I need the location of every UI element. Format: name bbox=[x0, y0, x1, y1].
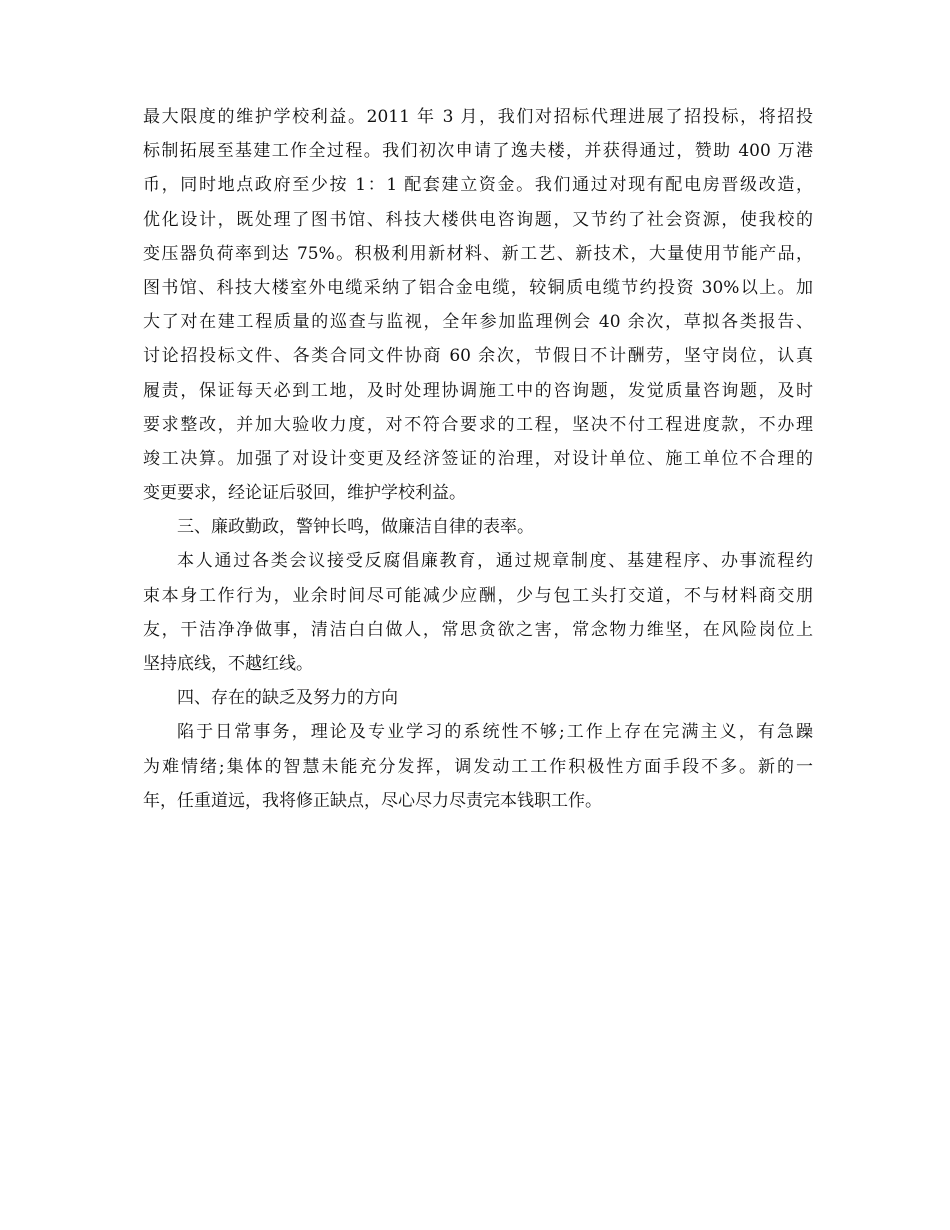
text-line-11: 竣工决算。加强了对设计变更及经济签证的治理，对设计单位、施工单位不合理的 bbox=[143, 448, 813, 469]
text-line-17: 坚持底线，不越红线。 bbox=[143, 654, 313, 674]
text-line-8: 讨论招投标文件、各类合同文件协商 60 余次，节假日不计酬劳，坚守岗位，认真 bbox=[143, 346, 813, 367]
section-heading-three: 三、廉政勤政，警钟长鸣，做廉洁自律的表率。 bbox=[177, 517, 534, 538]
text-line-7: 大了对在建工程质量的巡查与监视，全年参加监理例会 40 余次，草拟各类报告、 bbox=[143, 312, 813, 333]
text-line-12: 变更要求，经论证后驳回，维护学校利益。 bbox=[143, 483, 466, 504]
section-heading-four: 四、存在的缺乏及努力的方向 bbox=[177, 688, 398, 709]
text-line-21: 年，任重道远，我将修正缺点，尽心尽力尽责完本钱职工作。 bbox=[143, 790, 602, 811]
text-line-5: 变压器负荷率到达 75%。积极利用新材料、新工艺、新技术，大量使用节能产品， bbox=[143, 243, 813, 264]
text-line-2: 标制拓展至基建工作全过程。我们初次申请了逸夫楼，并获得通过，赞助 400 万港 bbox=[143, 141, 813, 162]
text-line-9: 履责，保证每天必到工地，及时处理协调施工中的咨询题，发觉质量咨询题，及时 bbox=[143, 380, 813, 401]
text-line-14: 本人通过各类会议接受反腐倡廉教育，通过规章制度、基建程序、办事流程约 bbox=[177, 551, 813, 572]
text-line-10: 要求整改，并加大验收力度，对不符合要求的工程，坚决不付工程进度款，不办理 bbox=[143, 414, 813, 435]
text-line-15: 束本身工作行为，业余时间尽可能减少应酬，少与包工头打交道，不与材料商交朋 bbox=[143, 585, 813, 606]
text-line-20: 为难情绪;集体的智慧未能充分发挥，调发动工工作积极性方面手段不多。新的一 bbox=[143, 756, 813, 777]
text-line-4: 优化设计，既处理了图书馆、科技大楼供电咨询题，又节约了社会资源，使我校的 bbox=[143, 209, 813, 230]
text-line-3: 币，同时地点政府至少按 1：1 配套建立资金。我们通过对现有配电房晋级改造， bbox=[143, 175, 813, 196]
text-line-19: 陷于日常事务，理论及专业学习的系统性不够;工作上存在完满主义，有急躁 bbox=[177, 722, 813, 743]
document-body bbox=[143, 100, 813, 818]
text-line-1: 最大限度的维护学校利益。2011 年 3 月，我们对招标代理进展了招投标，将招投 bbox=[143, 107, 813, 127]
text-line-6: 图书馆、科技大楼室外电缆采纳了铝合金电缆，较铜质电缆节约投资 30%以上。加 bbox=[143, 277, 813, 298]
text-line-16: 友，干洁净净做事，清洁白白做人，常思贪欲之害，常念物力维坚，在风险岗位上 bbox=[143, 619, 813, 640]
